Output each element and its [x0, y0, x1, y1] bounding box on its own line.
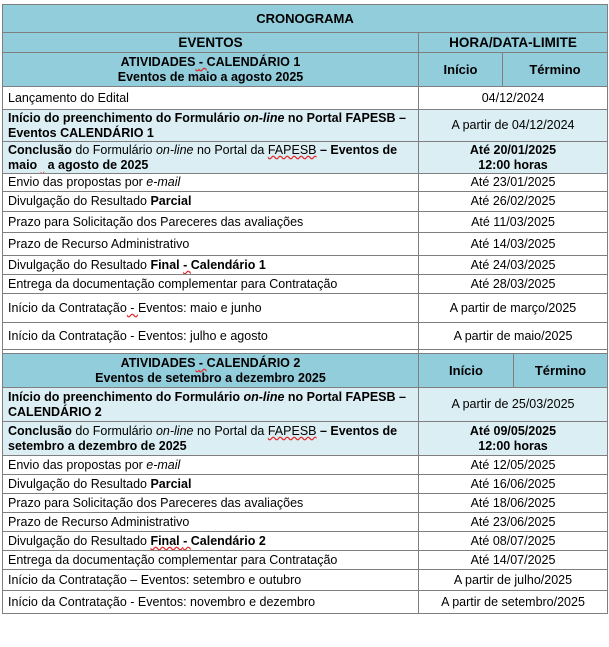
table-row [3, 570, 608, 591]
table-row [3, 294, 608, 323]
cal2-title-line2: Eventos de setembro a dezembro 2025 [95, 370, 326, 385]
table-row [3, 591, 608, 614]
table-row [3, 494, 608, 513]
event-date: Até 16/06/2025 [419, 475, 608, 494]
cal2-section-title [3, 354, 419, 388]
event-date: Até 18/06/2025 [419, 494, 608, 513]
table-row [3, 256, 608, 275]
cal1-termino-header: Término [503, 53, 608, 87]
event-label: Divulgação do Resultado Parcial [3, 192, 419, 212]
cronograma-table [2, 4, 608, 614]
table-row [3, 422, 608, 456]
cal1-title-line1: ATIVIDADES - CALENDÁRIO 1 [120, 54, 301, 69]
event-date: Até 23/06/2025 [419, 513, 608, 532]
cal1-title-line2: Eventos de maio a agosto 2025 [117, 69, 304, 84]
event-date: Até 26/02/2025 [419, 192, 608, 212]
table-row [3, 456, 608, 475]
event-label: Divulgação do Resultado Final - Calendário 1 [3, 256, 419, 275]
event-date: A partir de março/2025 [419, 294, 608, 323]
event-date: Até 14/07/2025 [419, 551, 608, 570]
table-row [3, 388, 608, 422]
cal2-termino-header: Término [514, 354, 608, 388]
event-label: Envio das propostas por e-mail [3, 456, 419, 475]
table-row [3, 275, 608, 294]
event-date: A partir de julho/2025 [419, 570, 608, 591]
cal1-section-title [3, 53, 419, 87]
event-label: Lançamento do Edital [3, 87, 419, 110]
table-row [3, 513, 608, 532]
event-date: 04/12/2024 [419, 87, 608, 110]
event-label: Entrega da documentação complementar para Contratação [3, 275, 419, 294]
event-date: Até 12/05/2025 [419, 456, 608, 475]
event-label: Início do preenchimento do Formulário on-line no Portal FAPESB – CALENDÁRIO 2 [3, 388, 419, 422]
event-label: Divulgação do Resultado Final - Calendário 2 [3, 532, 419, 551]
cal1-inicio-header: Início [419, 53, 503, 87]
table-row [3, 551, 608, 570]
table-row [3, 174, 608, 192]
table-row [3, 532, 608, 551]
table-row [3, 475, 608, 494]
event-label: Prazo para Solicitação dos Pareceres das avaliações [3, 494, 419, 513]
event-label: Prazo de Recurso Administrativo [3, 233, 419, 256]
eventos-header: EVENTOS [3, 33, 419, 53]
event-label: Conclusão do Formulário on-line no Portal da FAPESB – Eventos de maio a agosto de 2025 [3, 142, 419, 174]
event-label: Início da Contratação - Eventos: maio e junho [3, 294, 419, 323]
event-label: Divulgação do Resultado Parcial [3, 475, 419, 494]
event-date: Até 14/03/2025 [419, 233, 608, 256]
event-date: A partir de maio/2025 [419, 323, 608, 350]
event-date: Até 23/01/2025 [419, 174, 608, 192]
cal1-section-row [3, 53, 608, 87]
title-row [3, 5, 608, 33]
event-date: A partir de setembro/2025 [419, 591, 608, 614]
event-date: Até 28/03/2025 [419, 275, 608, 294]
header-row [3, 33, 608, 53]
cronograma-document [2, 4, 607, 614]
event-label: Prazo para Solicitação dos Pareceres das avaliações [3, 212, 419, 233]
cal2-section-row [3, 354, 608, 388]
table-title: CRONOGRAMA [3, 5, 608, 33]
hora-data-header: HORA/DATA-LIMITE [419, 33, 608, 53]
event-label: Início da Contratação – Eventos: setembro e outubro [3, 570, 419, 591]
event-date: A partir de 04/12/2024 [419, 110, 608, 142]
event-label: Início da Contratação - Eventos: novembro e dezembro [3, 591, 419, 614]
event-label: Início do preenchimento do Formulário on-line no Portal FAPESB – Eventos CALENDÁRIO 1 [3, 110, 419, 142]
event-label: Início da Contratação - Eventos: julho e agosto [3, 323, 419, 350]
event-date: Até 24/03/2025 [419, 256, 608, 275]
table-row [3, 233, 608, 256]
cal2-inicio-header: Início [419, 354, 514, 388]
event-label: Envio das propostas por e-mail [3, 174, 419, 192]
event-date: Até 08/07/2025 [419, 532, 608, 551]
table-row [3, 192, 608, 212]
event-date: Até 09/05/2025 12:00 horas [419, 422, 608, 456]
table-row [3, 110, 608, 142]
table-row [3, 87, 608, 110]
event-label: Entrega da documentação complementar para Contratação [3, 551, 419, 570]
event-date: A partir de 25/03/2025 [419, 388, 608, 422]
cal2-title-line1: ATIVIDADES - CALENDÁRIO 2 [120, 355, 301, 370]
event-label: Conclusão do Formulário on-line no Portal da FAPESB – Eventos de setembro a dezembro de 2025 [3, 422, 419, 456]
table-row [3, 323, 608, 350]
event-label: Prazo de Recurso Administrativo [3, 513, 419, 532]
table-row [3, 142, 608, 174]
event-date: Até 20/01/2025 12:00 horas [419, 142, 608, 174]
table-row [3, 212, 608, 233]
event-date: Até 11/03/2025 [419, 212, 608, 233]
